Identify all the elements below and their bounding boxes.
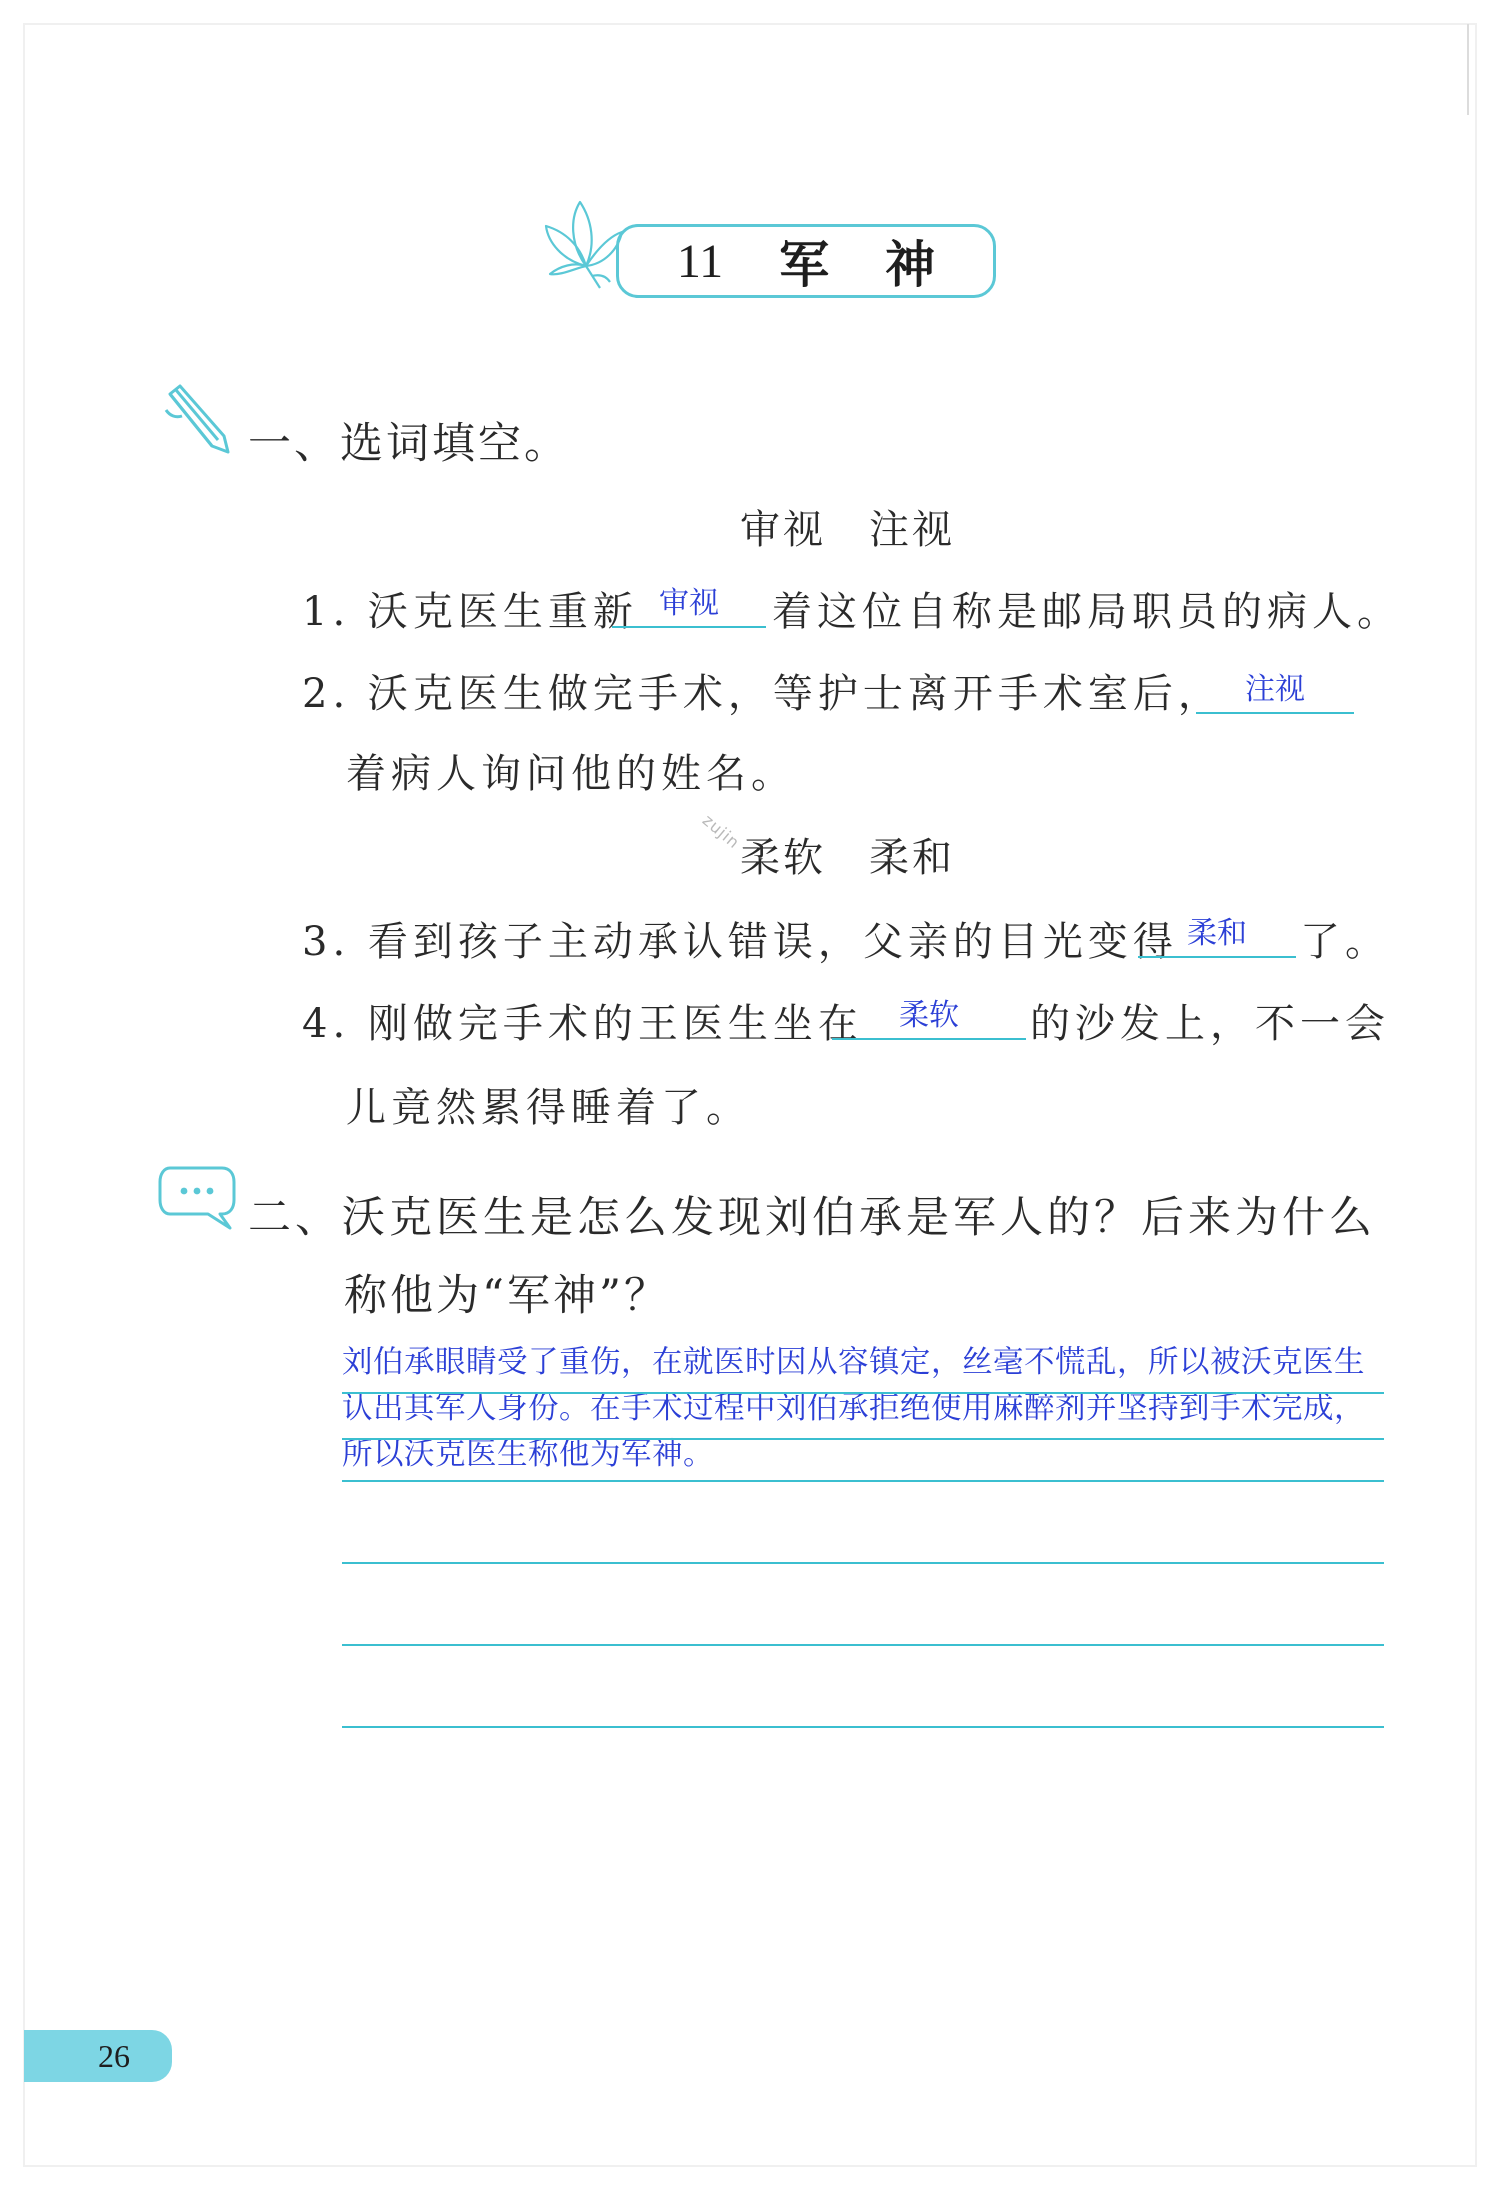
q4-text-after: 的沙发上，不一会 <box>1030 1001 1390 1047</box>
section-2-answer[interactable]: 刘伯承眼睛受了重伤，在就医时因从容镇定，丝毫不慌乱，所以被沃克医生认出其军人身份。在手术过程中刘伯承拒绝使用麻醉剂并坚持到手术完成，所以沃克医生称他为军神。 <box>342 1345 1365 1472</box>
speech-bubble-icon <box>156 1164 238 1234</box>
section-1-heading: 一、选词填空。 <box>248 419 570 469</box>
q2-text-continued: 着病人询问他的姓名。 <box>346 751 796 797</box>
answer-line-6 <box>342 1726 1384 1728</box>
q3-text-before: 3. 看到孩子主动承认错误，父亲的目光变得 <box>302 919 1178 965</box>
q2-text-before: 2. 沃克医生做完手术，等护士离开手术室后， <box>302 671 1223 717</box>
word-choice-group-2: 柔软 柔和 <box>740 835 955 881</box>
q4-text-before: 4. 刚做完手术的王医生坐在 <box>302 1001 863 1047</box>
word-choice-group-1: 审视 注视 <box>740 507 955 553</box>
page-number: 26 <box>98 2038 130 2074</box>
q2-answer-blank[interactable]: 注视 <box>1196 672 1354 714</box>
lesson-title <box>616 224 996 298</box>
q3-text-after: 了。 <box>1300 919 1390 965</box>
pencil-icon <box>156 380 236 460</box>
section-2-heading-line1: 二、沃克医生是怎么发现刘伯承是军人的？后来为什么 <box>248 1193 1376 1243</box>
answer-line-3 <box>342 1480 1384 1482</box>
lesson-number: 11 <box>676 234 724 288</box>
q3-answer-blank[interactable]: 柔和 <box>1138 916 1296 958</box>
q1-answer-blank[interactable]: 审视 <box>612 586 766 628</box>
answer-line-5 <box>342 1644 1384 1646</box>
q1-text-after: 着这位自称是邮局职员的病人。 <box>772 589 1402 635</box>
watermark: zujin <box>698 810 744 853</box>
answer-line-1 <box>342 1392 1384 1394</box>
q1-text-before: 1. 沃克医生重新 <box>302 589 638 635</box>
title-char-1: 军 <box>779 235 830 294</box>
answer-line-2 <box>342 1438 1384 1440</box>
q4-answer-blank[interactable]: 柔软 <box>832 998 1026 1040</box>
answer-line-4 <box>342 1562 1384 1564</box>
title-char-2: 神 <box>885 235 936 294</box>
q4-text-continued: 儿竟然累得睡着了。 <box>346 1085 751 1131</box>
magnolia-flower-icon <box>540 196 626 292</box>
section-2-heading-line2: 称他为“军神”？ <box>344 1271 670 1321</box>
